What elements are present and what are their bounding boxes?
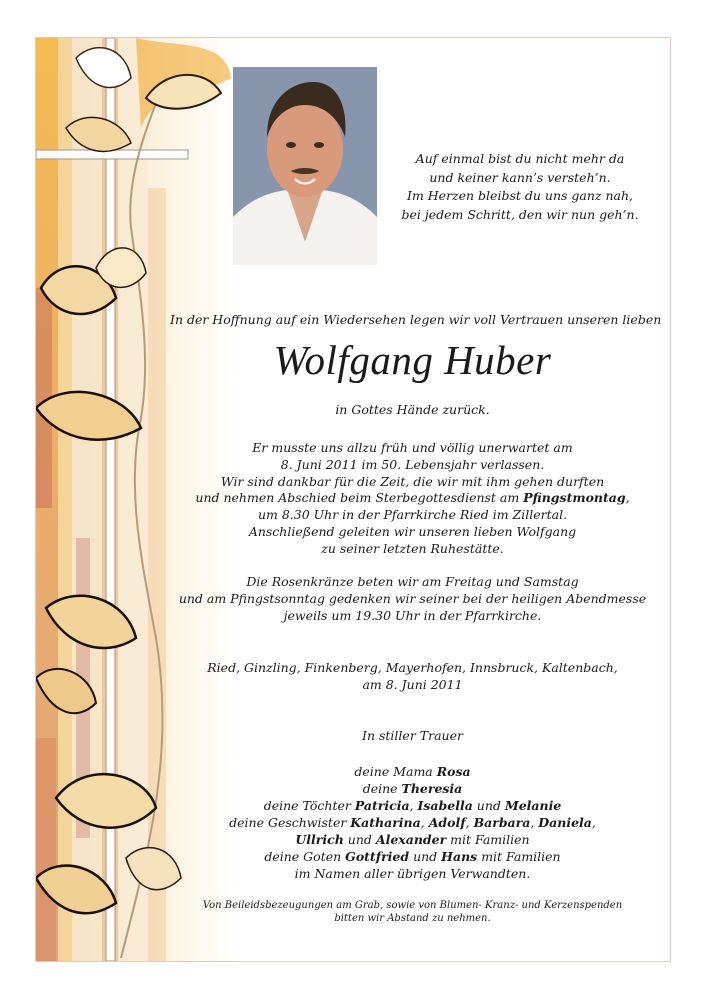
- condolence-note: [170, 899, 655, 925]
- text: ,: [625, 490, 630, 506]
- family-list: [170, 763, 655, 882]
- family-member: Isabella: [417, 798, 473, 813]
- family-member: Patricia: [354, 798, 410, 813]
- intro-text: In der Hoffnung auf ein Wiedersehen legen wir voll Vertrauen unseren lieben: [170, 312, 662, 327]
- highlight-day: Pfingstmontag: [523, 490, 626, 506]
- family-member: Theresia: [401, 781, 463, 796]
- family-line: [170, 780, 655, 797]
- family-line: [170, 797, 655, 814]
- service-line: Wir sind dankbar für die Zeit, die wir mit ihm gehen durften: [220, 473, 605, 489]
- note-line: bitten wir Abstand zu nehmen.: [334, 913, 491, 924]
- service-line: Er musste uns allzu früh und völlig unerwartet am: [252, 440, 573, 455]
- service-line: Anschließend geleiten wir unseren lieben Wolfgang: [248, 523, 577, 539]
- text: mit Familien: [446, 832, 530, 847]
- family-line: deine Geschwister Katharina, Adolf, Barbara, Daniela,: [229, 815, 596, 830]
- text: deine Goten: [264, 849, 346, 864]
- family-member: Adolf: [428, 815, 466, 830]
- text: und: [409, 849, 442, 864]
- family-line: [170, 831, 655, 848]
- memorial-poem: [395, 150, 645, 224]
- deceased-name: Wolfgang Huber: [273, 337, 552, 383]
- text: deine Mama: [354, 764, 437, 779]
- family-member: Gottfried: [345, 849, 410, 864]
- places-and-date: [170, 660, 655, 694]
- family-line: im Namen aller übrigen Verwandten.: [294, 866, 531, 881]
- service-line: [170, 490, 655, 507]
- family-member: Katharina: [350, 815, 421, 830]
- return-text: in Gottes Hände zurück.: [335, 402, 490, 417]
- text: deine Geschwister: [229, 815, 351, 830]
- family-member: Melanie: [504, 798, 562, 813]
- note-line: Von Beileidsbezeugungen am Grab, sowie von Blumen- Kranz- und Kerzenspenden: [202, 900, 623, 911]
- text: und: [343, 832, 376, 847]
- text: mit Familien: [477, 849, 561, 864]
- portrait-photo: [233, 67, 377, 265]
- family-member: Daniela: [538, 815, 592, 830]
- rosary-line: und am Pfingstsonntag gedenken wir seiner bei der heiligen Abendmesse: [178, 590, 647, 606]
- poem-line: und keiner kann’s versteh’n.: [429, 169, 611, 185]
- rosary-line: Die Rosenkränze beten wir am Freitag und Samstag: [246, 574, 579, 589]
- family-member: Barbara: [473, 815, 531, 830]
- poem-line: Im Herzen bleibst du uns ganz nah,: [407, 188, 633, 203]
- family-member: Hans: [441, 849, 478, 864]
- family-member: Rosa: [436, 764, 471, 779]
- family-line: [170, 763, 655, 780]
- date-line: am 8. Juni 2011: [362, 676, 463, 692]
- service-line: um 8.30 Uhr in der Pfarrkirche Ried im Zillertal.: [257, 507, 568, 523]
- service-line: 8. Juni 2011 im 50. Lebensjahr verlassen.: [280, 456, 545, 472]
- rosary-line: jeweils um 19.30 Uhr in der Pfarrkirche.: [283, 607, 542, 623]
- family-line: [170, 848, 655, 865]
- text: deine Töchter: [263, 798, 355, 813]
- places-line: Ried, Ginzling, Finkenberg, Mayerhofen, Innsbruck, Kaltenbach,: [207, 660, 618, 675]
- text: ,: [409, 798, 418, 813]
- family-member: Alexander: [375, 832, 447, 847]
- text: ,: [591, 815, 596, 830]
- text: und nehmen Abschied beim Sterbegottesdienst am: [195, 490, 524, 506]
- text: deine: [362, 781, 402, 796]
- poem-line: Auf einmal bist du nicht mehr da: [415, 151, 625, 166]
- service-line: zu seiner letzten Ruhestätte.: [321, 540, 504, 556]
- poem-line: bei jedem Schritt, den wir nun geh’n.: [401, 206, 639, 222]
- family-member: Ullrich: [295, 832, 344, 847]
- text: und: [472, 798, 505, 813]
- rosary-details: [170, 574, 655, 624]
- mourning-heading: In stiller Trauer: [362, 728, 463, 743]
- service-details: [170, 440, 655, 558]
